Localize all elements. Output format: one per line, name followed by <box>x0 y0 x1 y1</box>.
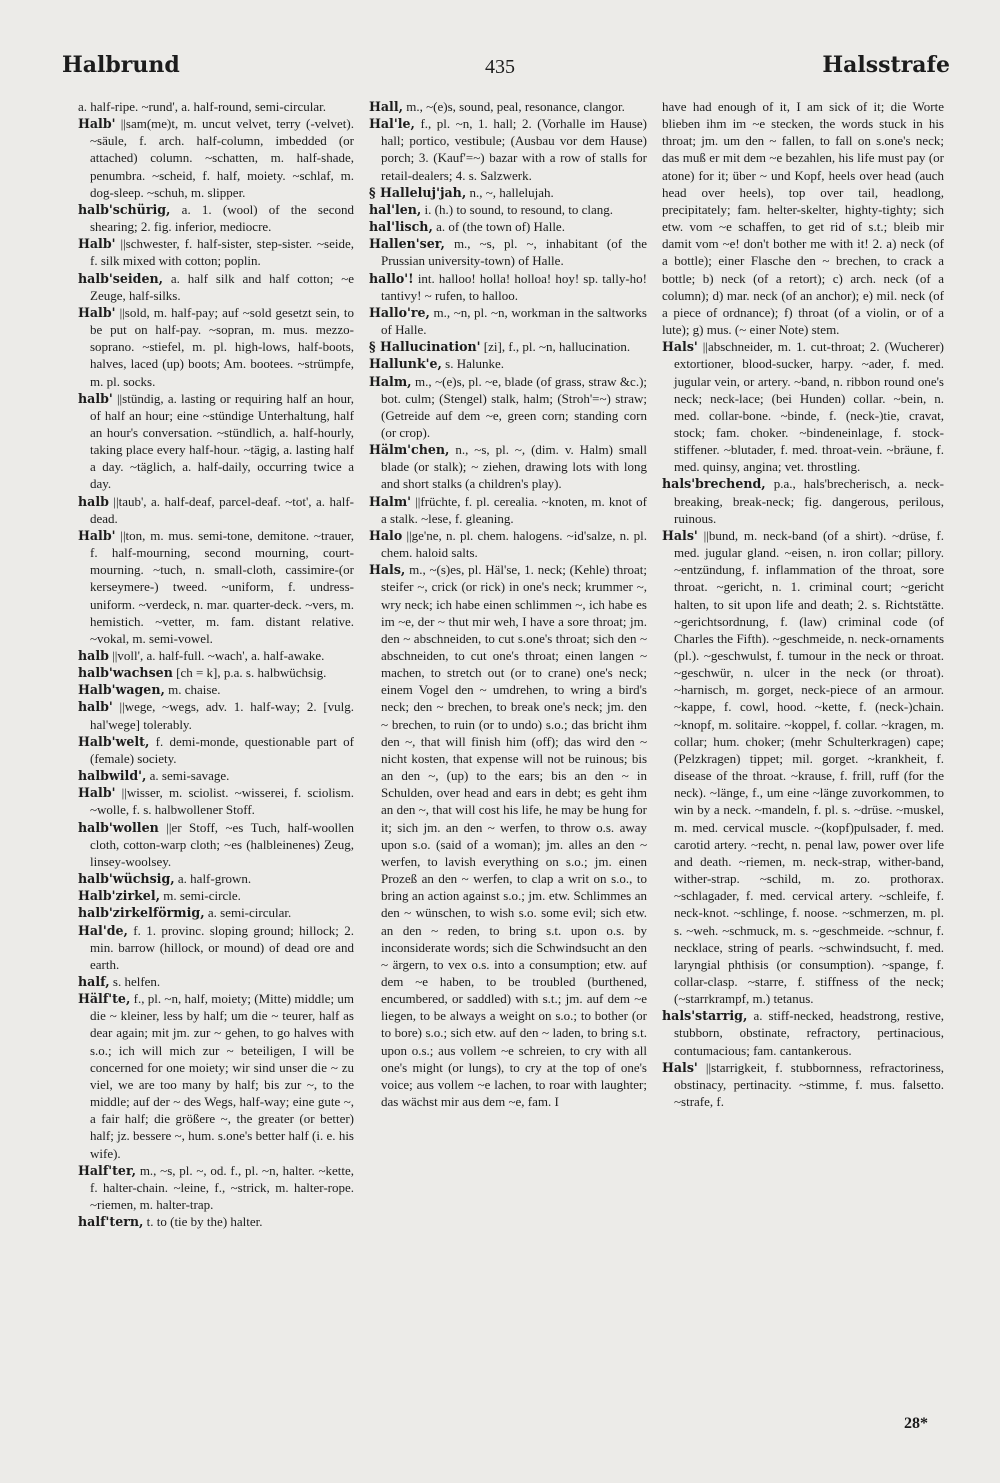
dictionary-entry <box>662 475 944 526</box>
dictionary-entry <box>662 1059 944 1110</box>
dictionary-entry <box>78 201 354 235</box>
dictionary-column-3 <box>662 98 944 1443</box>
entry-headword: Hals' <box>662 527 698 543</box>
entry-definition: ||voll', a. half-full. ~wach', a. half-awake. <box>112 648 325 663</box>
entry-headword: Hälf'te, <box>78 991 131 1007</box>
entry-definition: ||früchte, f. pl. cerealia. ~knoten, m. knot of a stalk. ~lese, f. gleaning. <box>381 493 647 526</box>
entry-definition: ||schwester, f. half-sister, step-sister. ~seide, f. silk mixed with cotton; poplin. <box>90 236 354 269</box>
entry-headword: Halb' <box>78 236 116 252</box>
dictionary-entry <box>369 270 647 304</box>
entry-definition: m., ~s, pl. ~, od. f., pl. ~n, halter. ~kette, f. halter-chain. ~leine, f., ~strick, m. halter-rope. ~riemen, m. halter-trap. <box>90 1162 354 1212</box>
entry-definition: ||starrigkeit, f. stubbornness, refractoriness, obstinacy, pertinacity. ~stimme, f. mus. falsetto. ~strafe, f. <box>674 1059 944 1110</box>
dictionary-entry <box>369 218 647 235</box>
entry-headword: half, <box>78 973 110 989</box>
entry-headword: Halb' <box>78 116 116 132</box>
entry-definition: have had enough of it, I am sick of it; die Worte blieben ihm im ~e stecken, the words stuck in his throat; jm. um den ~ fallen, to fall on s.one's neck; das muß er mit dem ~e bezahlen, his life must pay (or atone) for it; über ~ und Kopf, heels over head (auch head over heels), top over tail, headlong, precipitately; fam. helter-skelter, highty-tighty; sich etw. vom ~e schaffen, to get rid of s.t.; bleib mir damit vom ~e! don't bother me with it! 2. a) neck (of a bottle); einer Flasche den ~ brechen, to crack a bottle; b) neck (of a retort); c) arch. neck (of a column); d) mar. neck (of an anchor); e) mil. neck (of a piece of ordnance); f) throat (of a violin, or of a lute); g) mus. (~ einer Note) stem. <box>662 99 944 338</box>
entry-headword: Halo <box>369 527 403 543</box>
entry-definition: a. 1. (wool) of the second shearing; 2. fig. inferior, mediocre. <box>90 201 354 235</box>
entry-headword: § Halleluj'jah, <box>369 184 467 200</box>
dictionary-column-2 <box>369 98 647 1443</box>
dictionary-entry <box>78 270 354 304</box>
entry-definition: ||sold, m. half-pay; auf ~sold gesetzt sein, to be put on half-pay. ~sopran, m. mus. mezzo-soprano. ~stiefel, m. pl. high-lows, half-boots, halves, laced (up) boots; Am. bootees. ~strümpfe, m. pl. socks. <box>90 304 354 389</box>
running-head-left: Halbrund <box>62 52 180 78</box>
entry-headword: Hälm'chen, <box>369 442 450 458</box>
dictionary-entry <box>369 441 647 492</box>
dictionary-entry <box>662 98 944 338</box>
dictionary-entry <box>78 493 354 527</box>
entry-definition: ||abschneider, m. 1. cut-throat; 2. (Wucherer) extortioner, blood-sucker, harpy. ~ader, f. med. jugular vein, or artery. ~band, n. ribbon round one's neck; neck-lace; (bei Hunden) collar. ~bein, n. med. collar-bone. ~binde, f. (neck-)tie, cravat, stock; fam. choker. ~bindeneinlage, f. stock-stiffener. ~blutader, f. med. throat-vein. ~bräune, f. med. quinsy, angina; vet. throstling. <box>674 339 944 475</box>
entry-definition: m., ~(s)es, pl. Häl'se, 1. neck; (Kehle) throat; steifer ~, crick (or rick) in one's neck; krummer ~, wry neck; ich habe einen schlimmen ~, ich habe es im ~e, der ~ thut mir weh, I have a sore throat; jm. den ~ abschneiden, to cut s.one's throat; sich den ~ abschneiden, to cut one's throat; einen langen ~ machen, to stretch out (or to crane) one's neck; einem Vogel den ~ umdrehen, to wring a bird's neck; den ~ brechen, to break one's neck; jm. den ~ brechen, to ruin (or to undo) s.o.; das bricht ihm den ~, that will finish him (off); das wird den ~ nicht kosten, that expense will not be ruinous; bis an den ~, (up) to the ears; bis an den ~ in Schulden, over head and ears in debt; es geht ihm an den ~, that will cost his life, he may be hung for it; sich jm. an den ~ werfen, to throw o.s. away upon s.o. (said of a woman); jm. alles an den ~ werfen, to lavish everything on s.o.; jm. einen Prozeß an den ~ werfen, to clap a writ on s.o., to bring an action against s.o.; jm. etw. Schlimmes an den ~ wünschen, to wish s.o. some evil; sich etw. an den ~ reden, to bring s.t. upon o.s. by inconsiderate words; sich die Schwindsucht an den ~ ärgern, to vex o.s. into a consumption; etw. auf dem ~e haben, to be troubled (burthened, encumbered, or saddled) with s.t.; jm. auf dem ~e liegen, to be always a weight on s.o.; to bother (or to bore) s.o.; sich etw. auf den ~ laden, to bring s.t. upon o.s.; aus vollem ~e schreien, to cry with all one's might (or lungs), to cry at the top of one's voice; aus vollem ~e lachen, to roar with laughter; das wächst mir aus dem ~e, fam. I <box>381 562 647 1110</box>
entry-definition: f. demi-monde, questionable part of (female) society. <box>90 733 354 766</box>
dictionary-entry <box>78 1213 354 1230</box>
dictionary-entry <box>78 870 354 887</box>
entry-headword: hals'brechend, <box>662 476 766 492</box>
entry-definition: s. helfen. <box>112 973 161 989</box>
dictionary-entry <box>662 1007 944 1058</box>
entry-headword: hal'lisch, <box>369 219 433 235</box>
entry-definition: a. semi-savage. <box>149 768 230 784</box>
entry-definition: ||stündig, a. lasting or requiring half an hour, of half an hour; eine ~stündige Unterhaltung, half an hour's conversation. ~stündlich, a. half-hourly, taking place every half-hour. ~tägig, a. lasting half a day. ~täglich, a. half-daily, occurring twice a day. <box>90 390 354 492</box>
entry-definition: ||wege, ~wegs, adv. 1. half-way; 2. [vulg. hal'wege] tolerably. <box>90 699 354 732</box>
dictionary-entry <box>78 98 354 115</box>
entry-definition: a. stiff-necked, headstrong, restive, stubborn, obstinate, refractory, pertinacious, contumacious; fam. cantankerous. <box>674 1008 944 1058</box>
entry-definition: m., ~(e)s, pl. ~e, blade (of grass, straw &c.); bot. culm; (Stengel) stalk, halm; (Stroh'=~) straw; (Getreide auf dem ~e, green corn; standing corn (or crop). <box>381 373 647 440</box>
entry-headword: hal'len, <box>369 201 422 217</box>
entry-headword: Hals, <box>369 562 406 578</box>
entry-headword: halb'wüchsig, <box>78 871 175 887</box>
entry-definition: n., ~, hallelujah. <box>469 184 554 200</box>
dictionary-entry <box>78 819 354 870</box>
entry-definition: m. chaise. <box>168 682 221 698</box>
entry-definition: a. half silk and half cotton; ~e Zeuge, half-silks. <box>90 270 354 303</box>
dictionary-entry <box>369 201 647 218</box>
dictionary-entry <box>369 355 647 372</box>
dictionary-entry <box>369 304 647 338</box>
entry-headword: hals'starrig, <box>662 1008 748 1024</box>
dictionary-entry <box>369 235 647 269</box>
dictionary-entry <box>78 698 354 732</box>
entry-headword: halb'schürig, <box>78 201 171 217</box>
dictionary-entry <box>369 527 647 561</box>
entry-headword: Halb' <box>78 785 116 801</box>
entry-definition: ||ton, m. mus. semi-tone, demitone. ~trauer, f. half-mourning, second mourning, court-mourning. ~tuch, n. small-cloth, cassimire-(or kerseymere-) tweed. ~uniform, f. undress-uniform. ~verdeck, n. mar. quarter-deck. ~vers, m. hemistich. ~vetter, m. fam. distant relative. ~vokal, m. semi-vowel. <box>90 527 354 646</box>
entry-definition: [ch = k], p.a. s. halbwüchsig. <box>176 665 327 681</box>
entry-headword: halb <box>78 648 109 663</box>
dictionary-entry <box>78 664 354 681</box>
entry-headword: Hall, <box>369 99 404 114</box>
dictionary-entry <box>369 115 647 184</box>
entry-headword: Hals' <box>662 339 698 355</box>
entry-headword: Halb'welt, <box>78 733 150 749</box>
entry-headword: halbwild', <box>78 768 147 784</box>
entry-definition: f., pl. ~n, 1. hall; 2. (Vorhalle im Hause) hall; portico, vestibule; (Ausbau vor dem Hause) porch; 3. (Kauf'=~) bazar with a row of stalls for retail-dealers; 4. s. Salzwerk. <box>381 116 647 183</box>
dictionary-entry <box>662 527 944 1007</box>
dictionary-entry <box>78 904 354 921</box>
sheet-signature: 28* <box>904 1415 928 1432</box>
entry-headword: halb' <box>78 390 113 406</box>
dictionary-entry <box>369 184 647 201</box>
entry-definition: a. half-grown. <box>177 871 252 887</box>
entry-headword: Hallen'ser, <box>369 236 445 252</box>
entry-definition: f., pl. ~n, half, moiety; (Mitte) middle; um die ~ kleiner, less by half; um die ~ teurer, half as dear again; mit jm. zur ~ gehen, to go halves with s.o.; ich will mich zur ~ beteiligen, I will be concerned for one moiety; wir sind unser die ~ zu viel, we are too many by half; bis zur ~, to the middle; auf der ~ des Wegs, half-way; eine gute ~, a fair half; die größere ~, the greater (or better) half; jz. bessere ~, hum. s.one's better half (i. e. his wife). <box>90 991 354 1161</box>
entry-headword: halb'wachsen <box>78 665 173 681</box>
running-head-right: Halsstrafe <box>822 52 950 78</box>
entry-headword: Hallo're, <box>369 304 430 320</box>
dictionary-column-1 <box>78 98 354 1443</box>
dictionary-entry <box>78 390 354 493</box>
entry-definition: p.a., hals'brecherisch, a. neck-breaking, break-neck; fig. dangerous, perilous, ruinous. <box>674 476 944 526</box>
entry-definition: f. 1. provinc. sloping ground; hillock; 2. min. barrow (hillock, or mound) of dead ore and earth. <box>90 922 354 972</box>
entry-definition: a. of (the town of) Halle. <box>436 219 565 235</box>
entry-headword: Hal'le, <box>369 116 415 132</box>
entry-headword: Hals' <box>662 1059 698 1075</box>
entry-headword: § Hallucination' <box>369 339 481 355</box>
dictionary-entry <box>78 767 354 784</box>
entry-definition: a. half-ripe. ~rund', a. half-round, semi-circular. <box>78 99 326 114</box>
entry-headword: Hallunk'e, <box>369 356 442 372</box>
entry-definition: s. Halunke. <box>445 356 505 372</box>
dictionary-entry <box>78 647 354 664</box>
entry-headword: halb'wollen <box>78 819 159 835</box>
entry-definition: m., ~(e)s, sound, peal, resonance, clangor. <box>406 99 625 114</box>
dictionary-entry <box>78 922 354 973</box>
entry-headword: Halm' <box>369 493 412 509</box>
dictionary-entry <box>78 784 354 818</box>
dictionary-entry <box>78 1162 354 1213</box>
entry-definition: ||ge'ne, n. pl. chem. halogens. ~id'salze, n. pl. chem. haloid salts. <box>381 527 647 561</box>
page-header <box>0 0 1000 90</box>
entry-headword: Halb'zirkel, <box>78 888 160 904</box>
dictionary-entry <box>662 338 944 475</box>
dictionary-entry <box>78 527 354 647</box>
dictionary-entry <box>369 493 647 527</box>
entry-headword: hallo'! <box>369 270 414 286</box>
dictionary-entry <box>78 973 354 990</box>
entry-headword: halb <box>78 493 109 509</box>
entry-headword: Halm, <box>369 373 412 389</box>
dictionary-entry <box>78 681 354 698</box>
entry-definition: m., ~n, pl. ~n, workman in the saltworks of Halle. <box>381 304 647 338</box>
entry-definition: [zi], f., pl. ~n, hallucination. <box>483 339 631 355</box>
dictionary-entry <box>369 98 647 115</box>
dictionary-entry <box>78 733 354 767</box>
entry-headword: half'tern, <box>78 1214 144 1230</box>
entry-definition: m., ~s, pl. ~, inhabitant (of the Prussian university-town) of Halle. <box>381 236 647 269</box>
dictionary-entry <box>369 561 647 1110</box>
dictionary-entry <box>78 235 354 269</box>
entry-definition: a. semi-circular. <box>207 905 292 921</box>
entry-definition: int. halloo! holla! holloa! hoy! sp. tally-ho! tantivy! ~ rufen, to halloo. <box>381 270 647 303</box>
entry-definition: ||wisser, m. sciolist. ~wisserei, f. sciolism. ~wolle, f. s. halbwollener Stoff. <box>90 785 354 818</box>
entry-definition: ||sam(me)t, m. uncut velvet, terry (-velvet). ~säule, f. arch. half-column, imbedded (or attached) column. ~schatten, m. half-shade, penumbra. ~scheid, f. half, moiety. ~schlaf, m. dog-sleep. ~schuh, m. slipper. <box>90 116 354 200</box>
entry-definition: ||taub', a. half-deaf, parcel-deaf. ~tot', a. half-dead. <box>90 493 354 526</box>
entry-definition: m. semi-circle. <box>163 888 241 904</box>
entry-definition: ||bund, m. neck-band (of a shirt). ~drüse, f. med. jugular gland. ~eisen, n. iron collar; pillory. ~entzündung, f. inflammation of the throat, sore throat. ~gericht, n. 1. criminal court; ~gericht halten, to sit upon life and death; 2. s. Richtstätte. ~gerichtsordnung, f. (law) criminal code (of Charles the Fifth). ~geschmeide, n. neck-ornaments (pl.). ~geschwulst, f. tumour in the neck or throat. ~geschwür, n. ulcer in the neck (or throat). ~harnisch, m. gorget, neck-piece of an armour. ~kappe, f. cowl, hood. ~kette, f. (neck-)chain. ~knopf, m. solitaire. ~koppel, f. collar. ~kragen, m. collar; hum. choker; (mehr Schulterkragen) cape; (Pelzkragen) tippet; mil. gorget. ~krankheit, f. disease of the throat. ~krause, f. frill, ruff (for the neck). ~länge, f., um eine ~länge zuvorkommen, to win by a neck. ~mandeln, f. pl. s. ~drüse. ~muskel, m. med. cervical muscle. ~(kopf)pulsader, f. med. carotid artery. ~recht, n. penal law, power over life and death. ~riemen, m. neck-strap, wither-band, wither-strap. ~schild, m. zo. prothorax. ~schlagader, f. med. cervical artery. ~schleife, f. neck-knot. ~schlinge, f. noose. ~schmerzen, m. pl. s. ~weh. ~schmuck, m. s. ~geschmeide. ~schnur, f. necklace, string of pearls. ~schwindsucht, f. med. laryngial phthisis (or consumption). ~spange, f. collar-clasp. ~starre, f. stiffness of the neck; (~starrkrampf, m.) tetanus. <box>674 527 944 1007</box>
dictionary-entry <box>78 304 354 390</box>
entry-definition: i. (h.) to sound, to resound, to clang. <box>424 201 614 217</box>
entry-definition: t. to (tie by the) halter. <box>146 1214 263 1230</box>
entry-headword: Hal'de, <box>78 922 128 938</box>
entry-headword: Half'ter, <box>78 1162 137 1178</box>
entry-headword: Halb'wagen, <box>78 682 165 698</box>
page-number: 435 <box>485 56 515 78</box>
dictionary-entry <box>78 990 354 1162</box>
dictionary-entry <box>369 338 647 355</box>
entry-headword: halb'seiden, <box>78 270 164 286</box>
entry-headword: halb'zirkelförmig, <box>78 905 205 921</box>
dictionary-entry <box>78 887 354 904</box>
entry-headword: Halb' <box>78 527 116 543</box>
entry-headword: Halb' <box>78 304 116 320</box>
entry-definition: ||er Stoff, ~es Tuch, half-woollen cloth, cotton-warp cloth; ~es (halbleinenes) Zeug, linsey-woolsey. <box>90 819 354 869</box>
entry-headword: halb' <box>78 699 113 715</box>
entry-definition: n., ~s, pl. ~, (dim. v. Halm) small blade (or stalk); ~ ziehen, drawing lots with long and short stalks (a children's play). <box>381 442 647 492</box>
dictionary-entry <box>78 115 354 201</box>
dictionary-entry <box>369 373 647 442</box>
